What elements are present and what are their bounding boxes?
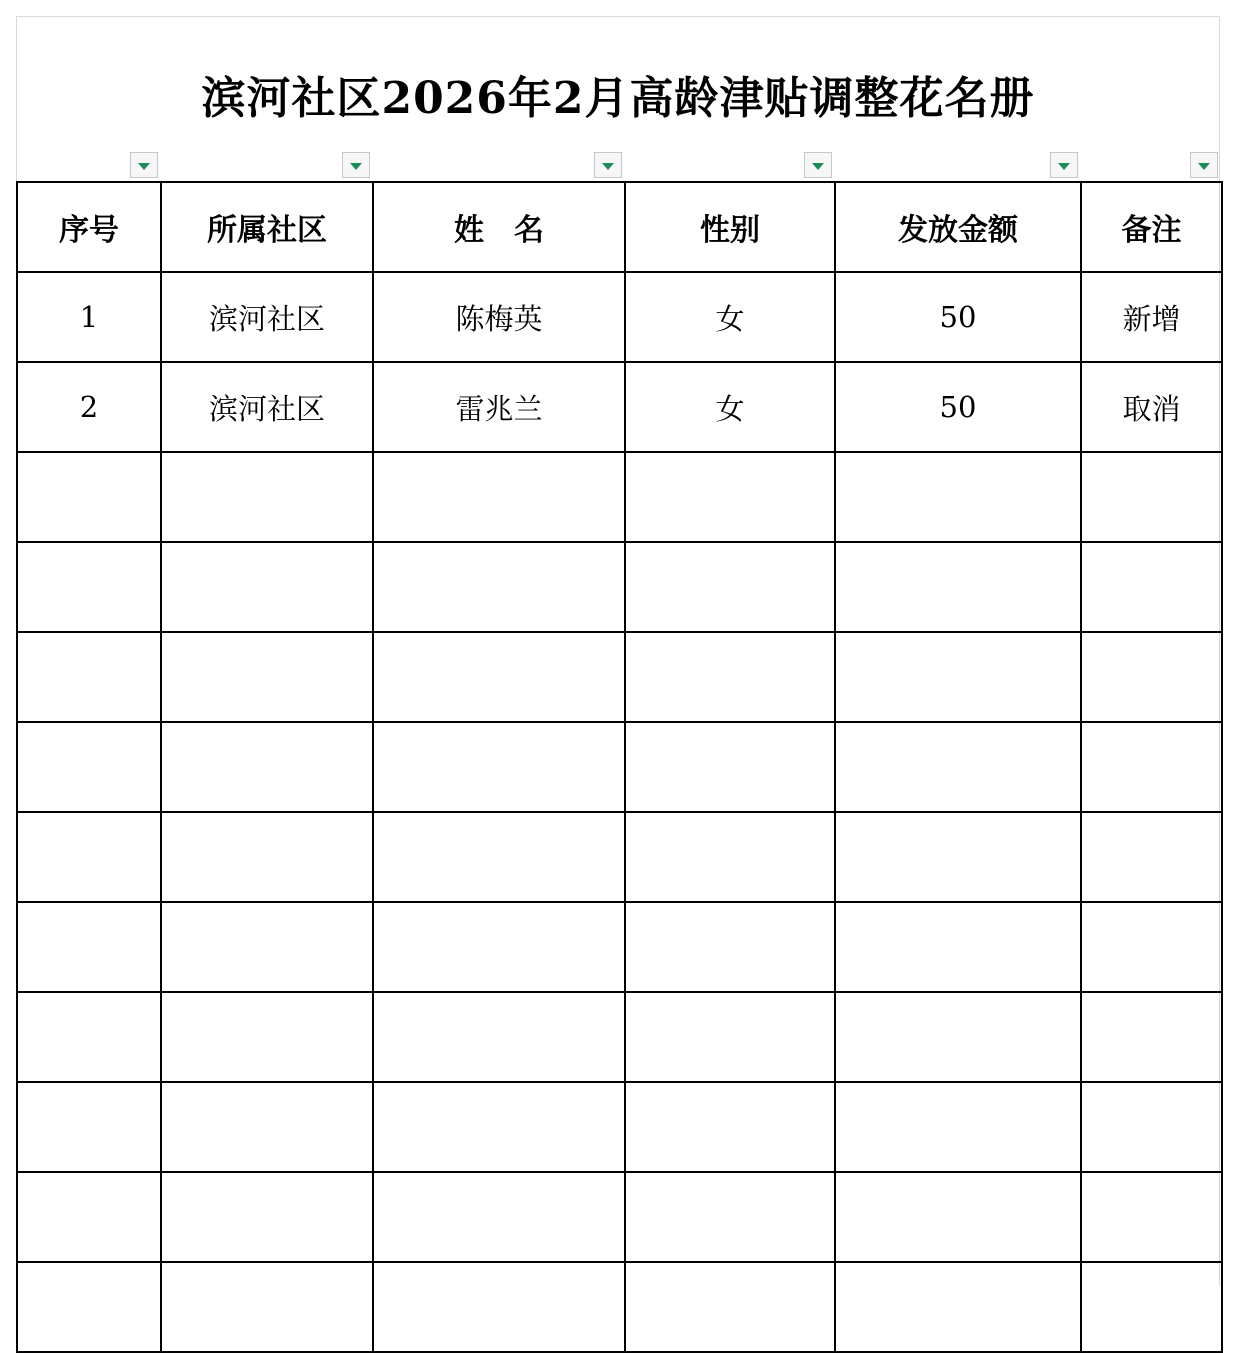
empty-row: [17, 902, 1222, 992]
cell-amount[interactable]: 50: [835, 362, 1081, 452]
cell-no[interactable]: 2: [17, 362, 161, 452]
empty-row: [17, 452, 1222, 542]
empty-cell[interactable]: [161, 902, 373, 992]
empty-cell[interactable]: [161, 632, 373, 722]
empty-cell[interactable]: [17, 902, 161, 992]
empty-cell[interactable]: [161, 452, 373, 542]
empty-cell[interactable]: [835, 812, 1081, 902]
empty-cell[interactable]: [1081, 542, 1222, 632]
empty-cell[interactable]: [161, 812, 373, 902]
empty-cell[interactable]: [373, 1172, 625, 1262]
empty-row: [17, 632, 1222, 722]
filter-button-community[interactable]: [342, 152, 370, 178]
empty-cell[interactable]: [17, 452, 161, 542]
empty-row: [17, 812, 1222, 902]
filter-button-amount[interactable]: [1050, 152, 1078, 178]
dropdown-triangle-icon: [602, 163, 614, 170]
empty-cell[interactable]: [17, 1262, 161, 1352]
empty-cell[interactable]: [1081, 812, 1222, 902]
column-header-community[interactable]: 所属社区: [161, 182, 373, 272]
empty-cell[interactable]: [835, 632, 1081, 722]
empty-row: [17, 992, 1222, 1082]
empty-cell[interactable]: [1081, 632, 1222, 722]
empty-cell[interactable]: [835, 452, 1081, 542]
empty-cell[interactable]: [625, 722, 835, 812]
empty-cell[interactable]: [1081, 902, 1222, 992]
empty-cell[interactable]: [161, 992, 373, 1082]
filter-button-remark[interactable]: [1190, 152, 1218, 178]
empty-row: [17, 1262, 1222, 1352]
empty-cell[interactable]: [625, 1082, 835, 1172]
table-row: [17, 272, 1222, 362]
cell-community[interactable]: 滨河社区: [161, 272, 373, 362]
empty-cell[interactable]: [373, 722, 625, 812]
empty-cell[interactable]: [373, 1262, 625, 1352]
empty-cell[interactable]: [835, 1262, 1081, 1352]
empty-cell[interactable]: [373, 1082, 625, 1172]
empty-cell[interactable]: [161, 722, 373, 812]
empty-cell[interactable]: [1081, 1172, 1222, 1262]
empty-cell[interactable]: [161, 542, 373, 632]
empty-cell[interactable]: [625, 452, 835, 542]
cell-amount[interactable]: 50: [835, 272, 1081, 362]
page-title: 滨河社区2026年2月高龄津贴调整花名册: [201, 73, 1035, 124]
empty-cell[interactable]: [835, 1082, 1081, 1172]
empty-cell[interactable]: [373, 632, 625, 722]
empty-cell[interactable]: [835, 542, 1081, 632]
dropdown-triangle-icon: [812, 163, 824, 170]
empty-cell[interactable]: [835, 722, 1081, 812]
cell-gender[interactable]: 女: [625, 362, 835, 452]
empty-cell[interactable]: [161, 1082, 373, 1172]
empty-row: [17, 542, 1222, 632]
cell-name[interactable]: 陈梅英: [373, 272, 625, 362]
cell-no[interactable]: 1: [17, 272, 161, 362]
column-header-name[interactable]: 姓 名: [373, 182, 625, 272]
dropdown-triangle-icon: [138, 163, 150, 170]
empty-cell[interactable]: [835, 902, 1081, 992]
cell-remark[interactable]: 新增: [1081, 272, 1222, 362]
empty-cell[interactable]: [1081, 722, 1222, 812]
column-header-no[interactable]: 序号: [17, 182, 161, 272]
empty-cell[interactable]: [373, 992, 625, 1082]
column-header-amount[interactable]: 发放金额: [835, 182, 1081, 272]
empty-cell[interactable]: [161, 1172, 373, 1262]
empty-cell[interactable]: [625, 542, 835, 632]
empty-row: [17, 722, 1222, 812]
empty-cell[interactable]: [1081, 1082, 1222, 1172]
column-header-gender[interactable]: 性别: [625, 182, 835, 272]
empty-cell[interactable]: [17, 1082, 161, 1172]
cell-community[interactable]: 滨河社区: [161, 362, 373, 452]
empty-cell[interactable]: [625, 632, 835, 722]
roster-table: [16, 181, 1223, 1353]
empty-cell[interactable]: [625, 902, 835, 992]
dropdown-triangle-icon: [1058, 163, 1070, 170]
empty-cell[interactable]: [17, 542, 161, 632]
dropdown-triangle-icon: [350, 163, 362, 170]
filter-button-name[interactable]: [594, 152, 622, 178]
empty-cell[interactable]: [625, 1262, 835, 1352]
empty-cell[interactable]: [625, 812, 835, 902]
header-row: [17, 182, 1222, 272]
empty-cell[interactable]: [625, 992, 835, 1082]
empty-cell[interactable]: [17, 812, 161, 902]
empty-cell[interactable]: [373, 902, 625, 992]
column-header-remark[interactable]: 备注: [1081, 182, 1222, 272]
empty-cell[interactable]: [1081, 1262, 1222, 1352]
empty-cell[interactable]: [17, 1172, 161, 1262]
dropdown-triangle-icon: [1198, 163, 1210, 170]
empty-cell[interactable]: [1081, 452, 1222, 542]
empty-cell[interactable]: [161, 1262, 373, 1352]
empty-cell[interactable]: [373, 452, 625, 542]
cell-name[interactable]: 雷兆兰: [373, 362, 625, 452]
empty-cell[interactable]: [17, 992, 161, 1082]
empty-cell[interactable]: [373, 812, 625, 902]
filter-button-no[interactable]: [130, 152, 158, 178]
empty-cell[interactable]: [373, 542, 625, 632]
empty-row: [17, 1082, 1222, 1172]
empty-row: [17, 1172, 1222, 1262]
cell-gender[interactable]: 女: [625, 272, 835, 362]
empty-cell[interactable]: [625, 1172, 835, 1262]
empty-cell[interactable]: [835, 1172, 1081, 1262]
empty-cell[interactable]: [835, 992, 1081, 1082]
empty-cell[interactable]: [17, 722, 161, 812]
empty-cell[interactable]: [17, 632, 161, 722]
empty-cell[interactable]: [1081, 992, 1222, 1082]
table-row: [17, 362, 1222, 452]
filter-button-gender[interactable]: [804, 152, 832, 178]
cell-remark[interactable]: 取消: [1081, 362, 1222, 452]
